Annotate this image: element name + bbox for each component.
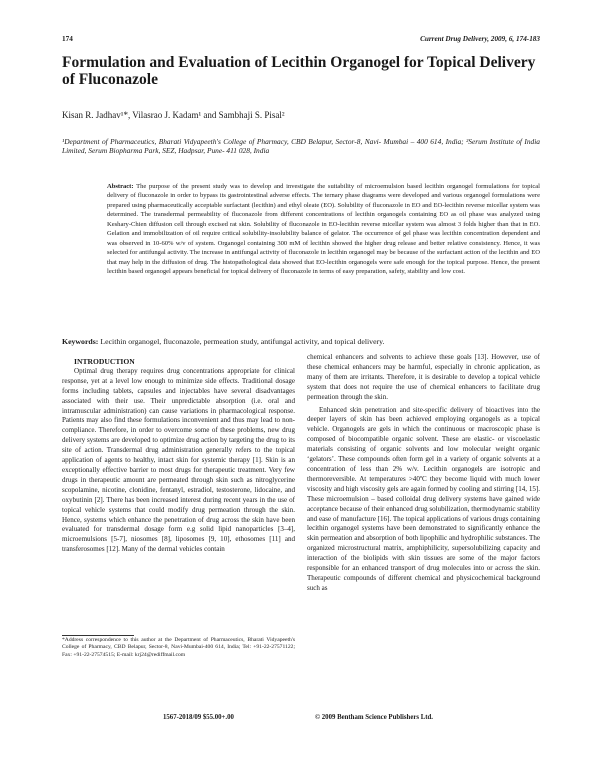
abstract-text: The purpose of the present study was to develop and investigate the suitability of microemulsion based lecithin organogel formulations for topical delivery of fluconazole in order to bypass its gastrointestinal adverse effects. The ternary phase diagrams were developed and various organogel formulations were prepared using pharmaceutically acceptable surfactant (lecithin) and ethyl oleate (EO). Solubility of fluconazole in EO and EO-lecithin reverse micellar system was determined. The transdermal permeability of fluconazole from different concentrations of lecithin organogels containing EO as oil phase was analyzed using Keshary-Chien diffusion cell through excised rat skin. Solubility of fluconazole in EO-lecithin reverse micellar system was almost 3 folds higher than that in EO. Gelation and immobilization of oil require critical solubility-insolubility balance of gelator. The occurrence of gel phase was lecithin concentration dependent and was observed in 10-60% w/v of system. Organogel containing 300 mM of lecithin showed the higher drug release and better relative consistency. Hence, it was selected for antifungal activity. The increase in antifungal activity of fluconazole in lecithin organogel may be because of the surfactant action of the lecithin and EO that may help in the diffusion of drug. The histopathological data showed that EO-lecithin organogels were safe enough for the topical purpose. Hence, the present lecithin based organogel appears beneficial for topical delivery of fluconazole in terms of easy preparation, safety, stability and low cost. xyxy=(107,183,540,276)
copyright-notice: © 2009 Bentham Science Publishers Ltd. xyxy=(315,714,433,721)
body-paragraph: Enhanced skin penetration and site-specific delivery of bioactives into the deeper layers of skin has been achieved employing organogels as a topical vehicle. Organogels are gels in which the continuous or macroscopic phase is composed of biocompatible organic solvent. These are elastic- or viscoelastic materials consisting of organic solvents and low molecular weight organic ‘gelators’. These compounds often form gel in a variety of organic solvents at a concentration of less than 2% w/v. Lecithin organogels are isotropic and thermoreversible. At temperatures >40ºC they become liquid with much lower viscosity and high viscosity gels are again formed by cooling and stirring [14, 15]. These microemulsion – based colloidal drug delivery systems have gained wide acceptance because of their enhanced drug solubilization, thermodynamic stability and ease of manufacture [16]. The topical applications of various drugs containing lecithin organogel systems have been demonstrated to significantly enhance the skin permeation and absorption of both lipophilic and hydrophilic substances. The organized microstructural matrix, amphiphilicity, supersolubilizing capacity and interaction of the biolipids with skin tissues are some of the major factors responsible for an enhanced transport of drug molecules into or across the skin. Therapeutic compounds of different chemical and physicochemical background such as xyxy=(307,405,540,592)
correspondence-footnote: *Address correspondence to this author at the Department of Pharmaceutics, Bharati Vidyapeeth's College of Pharmacy, CBD Belapur, Sector-8, Navi-Mumbai-400 614, India; Tel: +91-22-27571122; Fax: +91-22-27574515; E-mail: krj24@rediffmail.com xyxy=(62,637,295,658)
journal-citation: Current Drug Delivery, 2009, 6, 174-183 xyxy=(420,35,540,43)
body-paragraph: Optimal drug therapy requires drug concentrations appropriate for clinical response, yet at a level low enough to minimize side effects. Traditional dosage forms including tablets, capsules and injectables have several disadvantages associated with their use. Their unpredictable absorption (i.e. oral and intramuscular administration) can cause variations in pharmacological response. Patients may also find these formulations inconvenient and thus may lead to non- compliance. Therefore, in order to overcome some of these problems, new drug delivery systems are developed to optimize drug action by targeting the drug to its site of action. Transdermal drug administration generally refers to the topical application of agents to healthy, intact skin for systemic therapy [1]. Skin is an exceptionally effective barrier to most drugs for therapeutic treatment. Very few drugs in therapeutic amount are permeated through skin such as nitroglycerine scopolamine, nicotine, clonidine, fentanyl, estradiol, testosterone, lidocaine, and oxybutinin [2]. There has been increased interest during recent years in the use of topical vehicle systems that could modify drug permeation through the skin. Hence, systems which enhance the penetration of drug across the skin have been evaluated for transdermal dosage form e.g solid lipid nanoparticles [3–4], microemulsions [5-7], niosomes [8], liposomes [9, 10], ethosomes [11] and transferosomes [12]. Many of the dermal vehicles contain xyxy=(62,366,295,554)
page-number: 174 xyxy=(62,35,73,43)
issn-price: 1567-2018/09 $55.00+.00 xyxy=(163,714,234,721)
abstract xyxy=(107,182,540,277)
keywords-label: Keywords: xyxy=(62,337,99,346)
footnote-divider xyxy=(62,635,134,636)
article-title: Formulation and Evaluation of Lecithin Organogel for Topical Delivery of Fluconazole xyxy=(62,54,536,88)
author-list: Kisan R. Jadhav¹*, Vilasrao J. Kadam¹ and Sambhaji S. Pisal² xyxy=(62,110,285,120)
right-column xyxy=(307,353,540,594)
keywords-text: Lecithin organogel, fluconazole, permeation study, antifungal activity, and topical delivery. xyxy=(100,337,385,346)
introduction-heading: INTRODUCTION xyxy=(74,357,135,366)
keywords xyxy=(62,337,540,346)
body-paragraph: chemical enhancers and solvents to achieve these goals [13]. However, use of these chemical enhancers may be harmful, especially in chronic application, as many of them are irritants. Therefore, it is desirable to develop a topical vehicle system that does not require the use of chemical enhancers to facilitate drug permeation through the skin. xyxy=(307,353,540,401)
author-affiliations: ¹Department of Pharmaceutics, Bharati Vidyapeeth's College of Pharmacy, CBD Belapur, Sector-8, Navi- Mumbai – 400 614, India; ²Serum Institute of India Limited, Serum Biopharma Park, SEZ, Hadpsar, Pune- 411 028, India xyxy=(62,137,540,156)
abstract-label: Abstract: xyxy=(107,183,134,190)
left-column xyxy=(62,357,295,555)
